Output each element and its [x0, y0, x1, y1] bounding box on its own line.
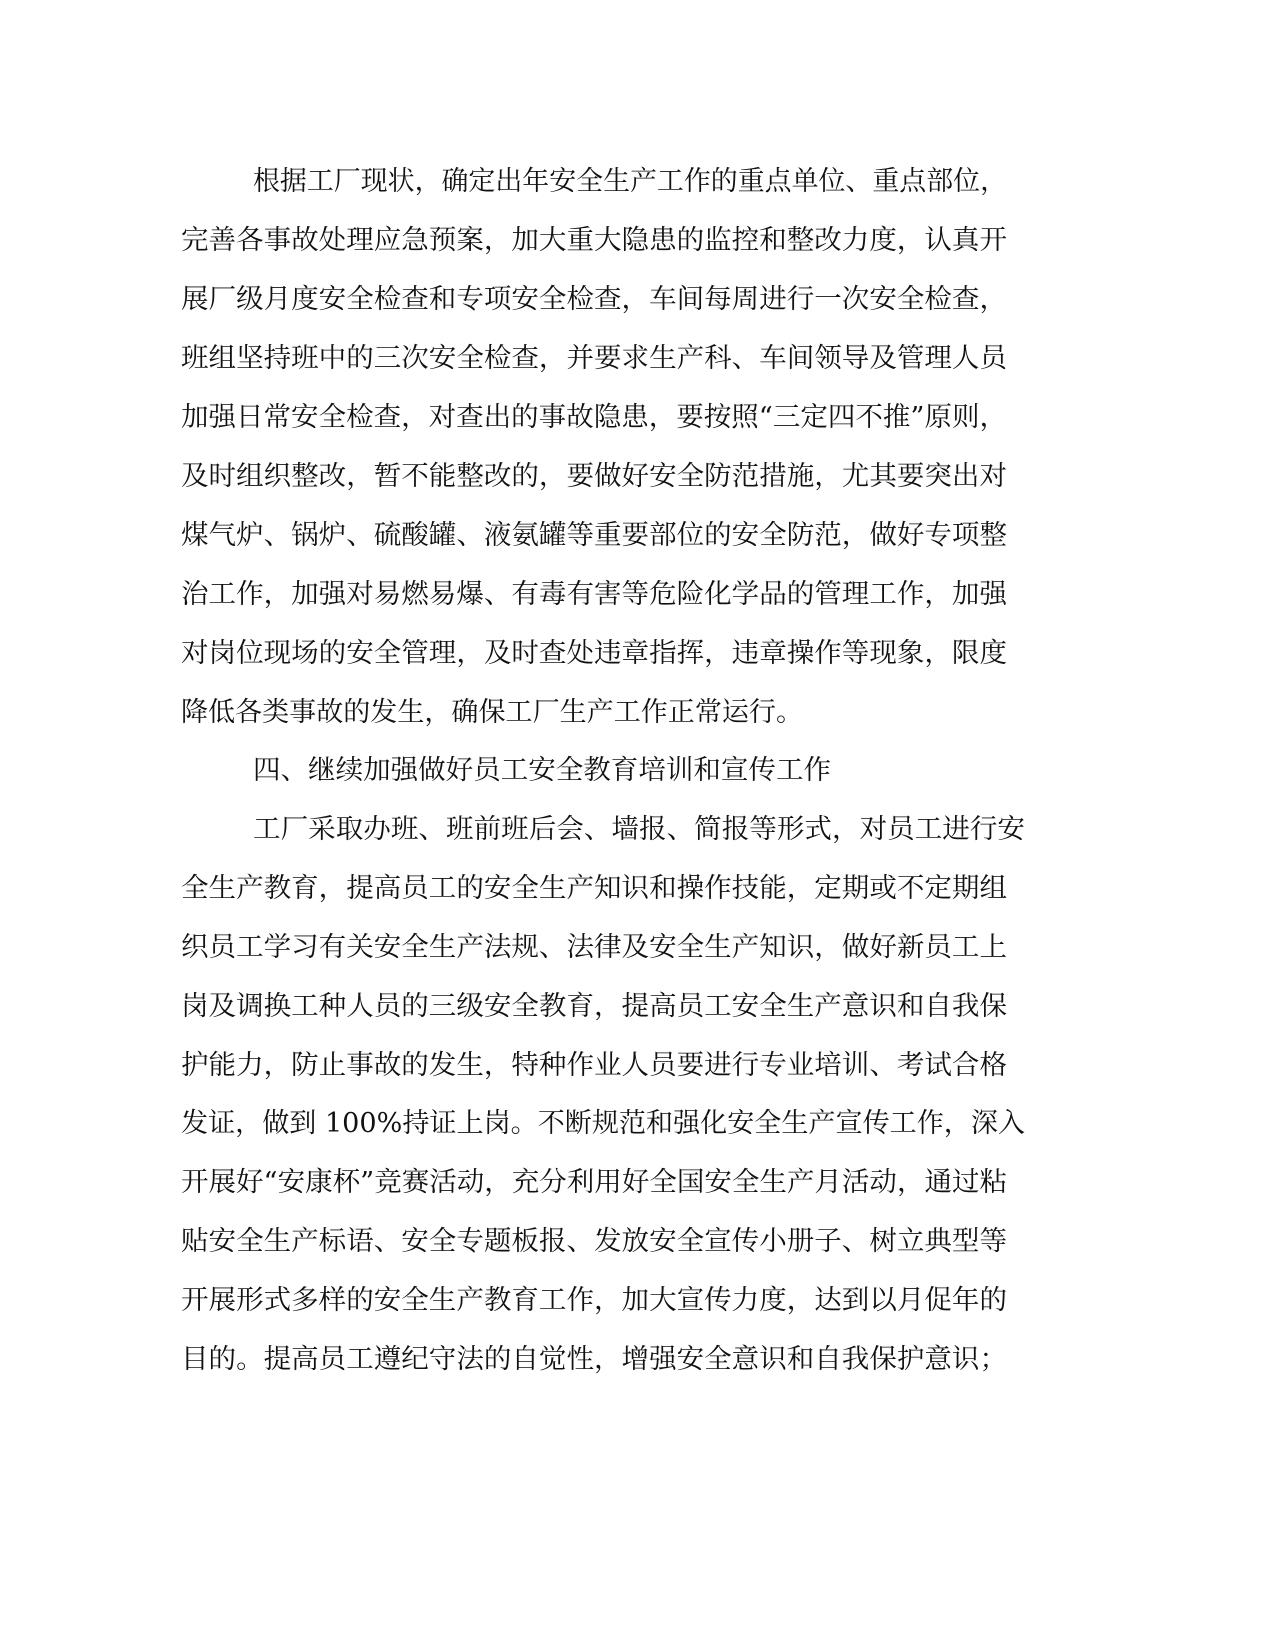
text-line — [0, 162, 1275, 202]
text-line — [0, 339, 1275, 379]
heading-text: 四、继续加强做好员工安全教育培训和宣传工作 — [253, 755, 831, 786]
text-line — [0, 516, 1275, 556]
line-text: 完善各事故处理应急预案，加大重大隐患的监控和整改力度，认真开 — [181, 225, 1007, 256]
line-text: 开展好“安康杯”竞赛活动，充分利用好全国安全生产月活动，通过粘 — [181, 1167, 1007, 1198]
text-line — [0, 1104, 1275, 1144]
text-line — [0, 1046, 1275, 1086]
text-line — [0, 634, 1275, 674]
line-text: 岗及调换工种人员的三级安全教育，提高员工安全生产意识和自我保 — [181, 991, 1007, 1022]
line-text: 护能力，防止事故的发生，特种作业人员要进行专业培训、考试合格 — [181, 1050, 1007, 1081]
line-text: 加强日常安全检查，对查出的事故隐患，要按照“三定四不推”原则， — [181, 402, 1007, 433]
text-line — [0, 1281, 1275, 1321]
text-line — [0, 457, 1275, 497]
text-line — [0, 1222, 1275, 1262]
text-line — [0, 1163, 1275, 1203]
line-text: 煤气炉、锅炉、硫酸罐、液氨罐等重要部位的安全防范，做好专项整 — [181, 520, 1007, 551]
line-text: 根据工厂现状，确定出年安全生产工作的重点单位、重点部位， — [253, 166, 1007, 197]
text-line — [0, 1340, 1275, 1380]
text-line — [0, 928, 1275, 968]
line-text: 对岗位现场的安全管理，及时查处违章指挥，违章操作等现象，限度 — [181, 638, 1007, 669]
line-text: 目的。提高员工遵纪守法的自觉性，增强安全意识和自我保护意识； — [181, 1344, 1007, 1375]
text-line — [0, 810, 1275, 850]
text-line — [0, 693, 1275, 733]
text-line — [0, 221, 1275, 261]
text-line — [0, 987, 1275, 1027]
text-line — [0, 398, 1275, 438]
line-text: 全生产教育，提高员工的安全生产知识和操作技能，定期或不定期组 — [181, 873, 1007, 904]
line-text: 班组坚持班中的三次安全检查，并要求生产科、车间领导及管理人员 — [181, 343, 1007, 374]
line-text: 及时组织整改，暂不能整改的，要做好安全防范措施，尤其要突出对 — [181, 461, 1007, 492]
text-line — [0, 280, 1275, 320]
line-text: 展厂级月度安全检查和专项安全检查，车间每周进行一次安全检查， — [181, 284, 1007, 315]
line-text: 织员工学习有关安全生产法规、法律及安全生产知识，做好新员工上 — [181, 932, 1007, 963]
section-heading — [0, 751, 1275, 791]
line-text: 发证，做到 100%持证上岗。不断规范和强化安全生产宣传工作，深入 — [181, 1108, 1025, 1139]
text-line — [0, 575, 1275, 615]
line-text: 贴安全生产标语、安全专题板报、发放安全宣传小册子、树立典型等 — [181, 1226, 1007, 1257]
text-line — [0, 869, 1275, 909]
line-text: 治工作，加强对易燃易爆、有毒有害等危险化学品的管理工作，加强 — [181, 579, 1007, 610]
line-text: 工厂采取办班、班前班后会、墙报、简报等形式，对员工进行安 — [253, 814, 1025, 845]
line-text: 降低各类事故的发生，确保工厂生产工作正常运行。 — [181, 697, 803, 728]
line-text: 开展形式多样的安全生产教育工作，加大宣传力度，达到以月促年的 — [181, 1285, 1007, 1316]
